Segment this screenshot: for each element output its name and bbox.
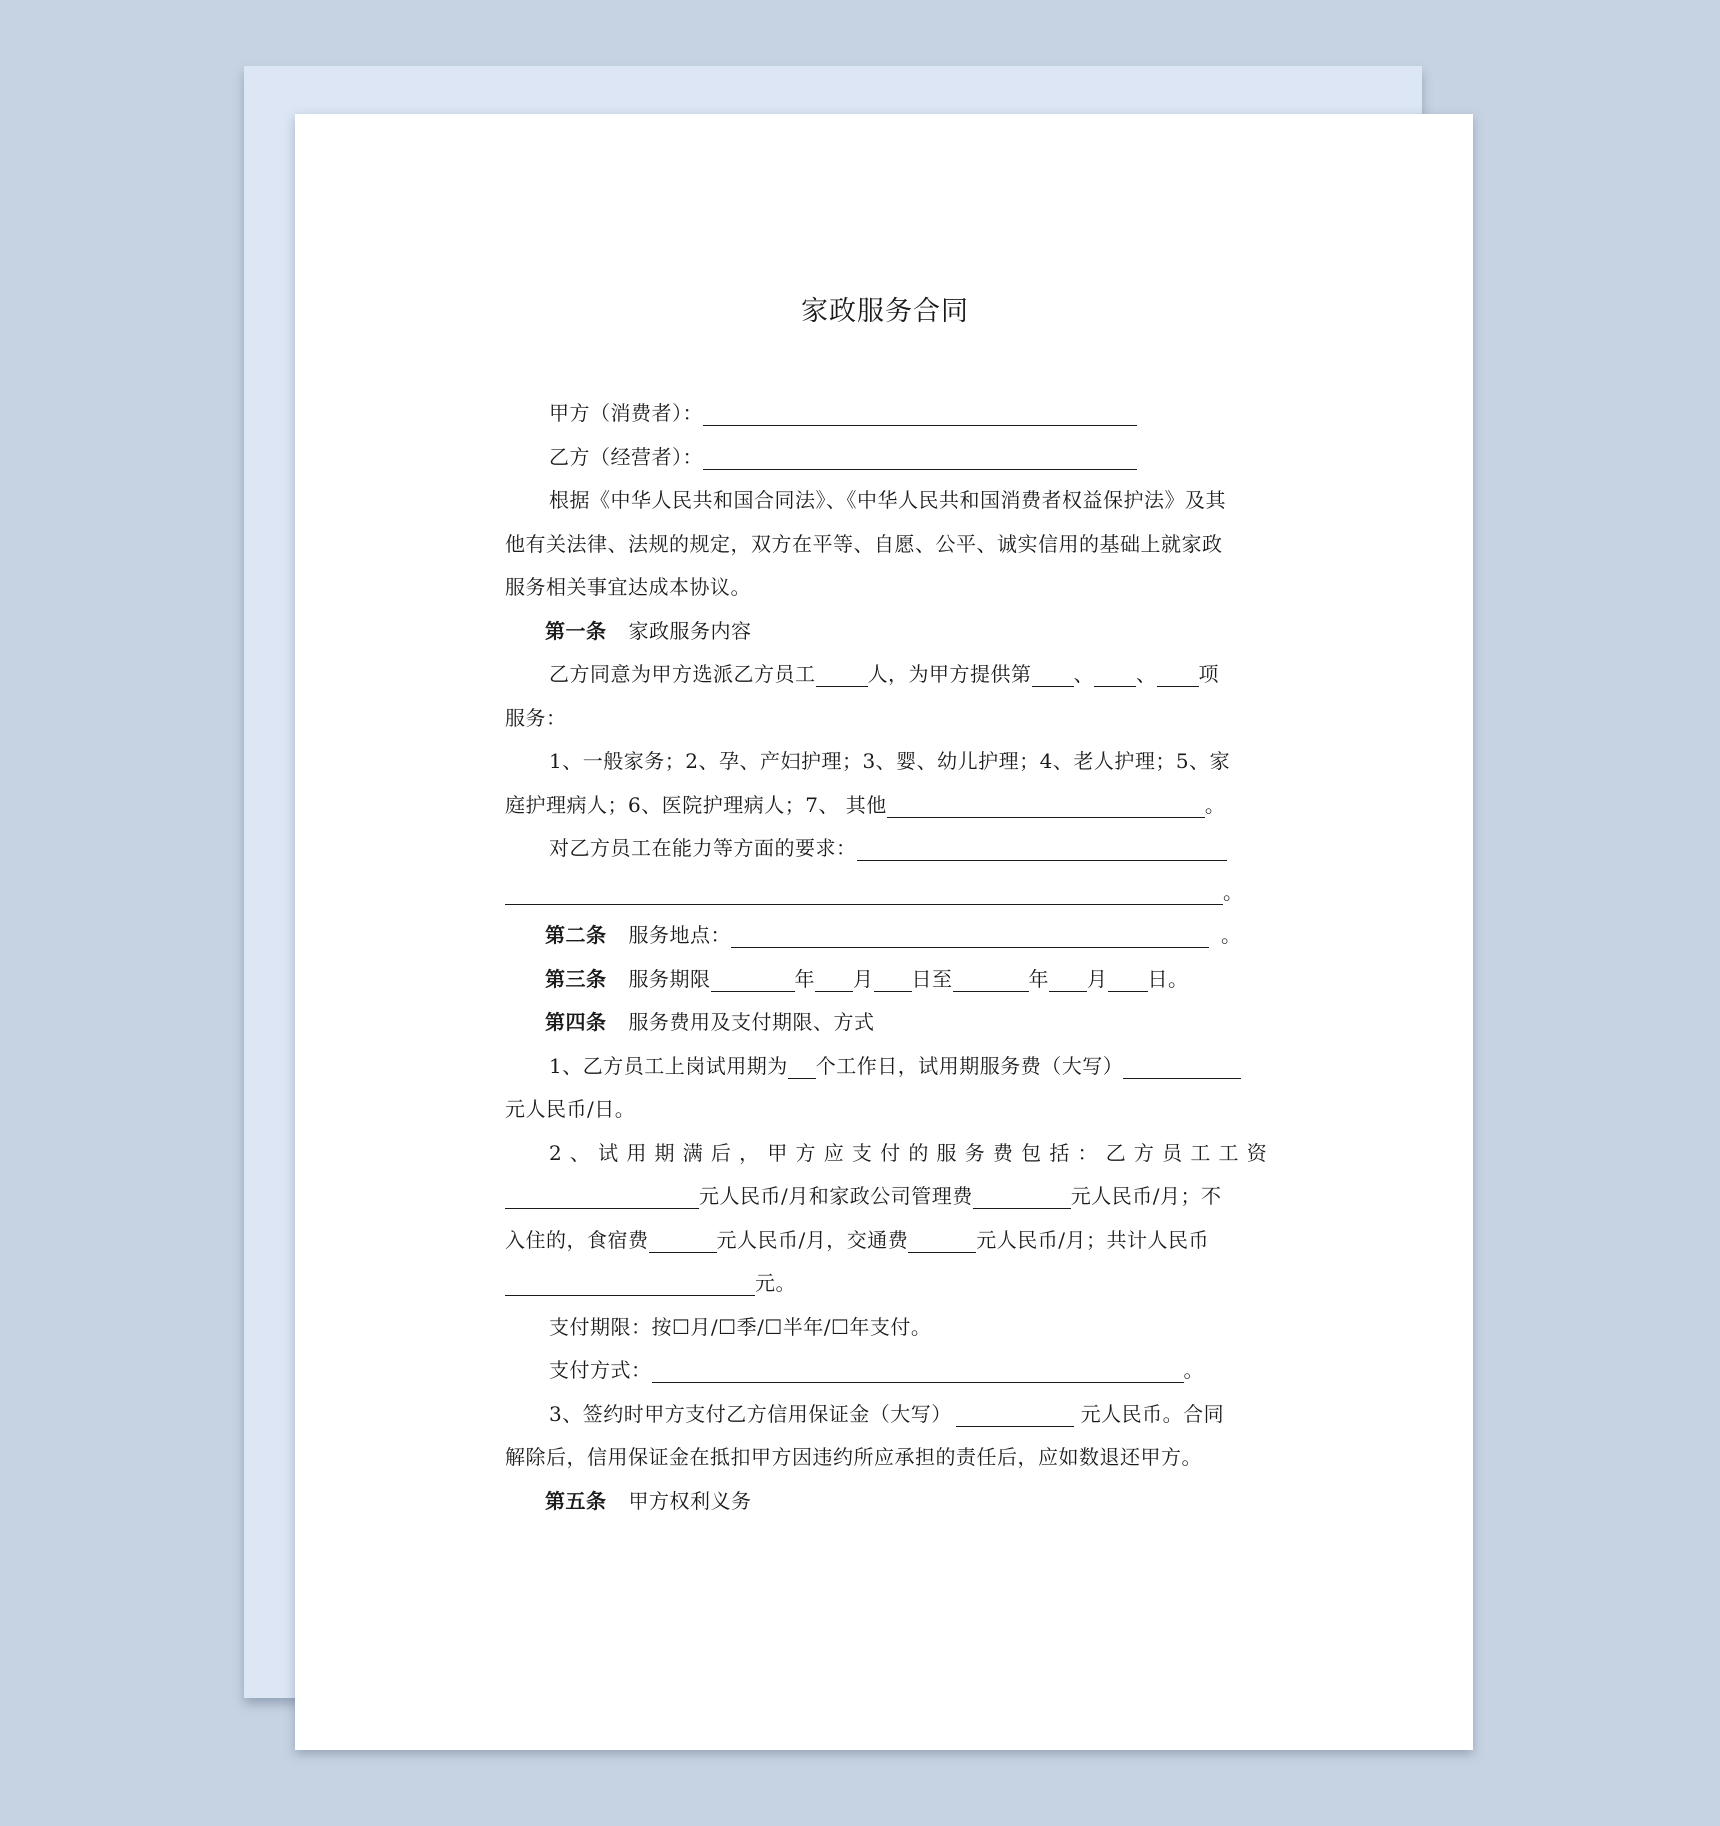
- text: 、: [1136, 662, 1157, 686]
- item-blank-2: [1094, 664, 1136, 687]
- text: 元人民币。合同: [1073, 1401, 1225, 1426]
- party-a-label: 甲方（消费者）：: [549, 401, 703, 425]
- requirements-blank-2: [505, 882, 1223, 905]
- text: 。: [1221, 923, 1242, 947]
- text: 元人民币/月；共计人民币: [976, 1227, 1209, 1252]
- text: 庭护理病人；6、医院护理病人；7、 其他: [505, 792, 887, 817]
- article-4-p2-line-2: [505, 1175, 1265, 1219]
- article-1-line-4: [505, 784, 1265, 828]
- party-a-blank: [703, 403, 1137, 426]
- text: 个工作日，试用期服务费（大写）: [815, 1053, 1124, 1078]
- end-year-blank: [953, 969, 1029, 992]
- article-3-title: 服务期限: [628, 966, 711, 991]
- article-4-p2-line-4: [505, 1262, 1265, 1306]
- text: 。: [1223, 879, 1244, 904]
- text: 1、乙方员工上岗试用期为: [549, 1053, 788, 1078]
- article-2-heading: [505, 914, 1265, 958]
- article-3-heading: [505, 958, 1265, 1002]
- item-blank-3: [1157, 664, 1199, 687]
- article-4-number: 第四条: [545, 1010, 607, 1034]
- intro-line-3: 服务相关事宜达成本协议。: [505, 575, 751, 599]
- text: 支付方式：: [549, 1358, 652, 1382]
- party-a-line: [505, 392, 1265, 436]
- text: 日。: [1147, 966, 1189, 991]
- article-4-p2-line-1: 2、试用期满后，甲方应支付的服务费包括：乙方员工工资: [549, 1140, 1275, 1165]
- management-fee-blank: [973, 1186, 1071, 1209]
- end-month-blank: [1049, 969, 1087, 992]
- intro-line-2: 他有关法律、法规的规定，双方在平等、自愿、公平、诚实信用的基础上就家政: [505, 531, 1223, 556]
- start-month-blank: [815, 969, 853, 992]
- contract-body: [505, 294, 1275, 1523]
- text: 。: [1183, 1358, 1204, 1382]
- text: 元人民币/月，交通费: [716, 1227, 909, 1252]
- article-4-p3-line-2: 解除后，信用保证金在抵扣甲方因违约所应承担的责任后，应如数退还甲方。: [505, 1445, 1202, 1469]
- other-service-blank: [887, 795, 1205, 818]
- text: 日至: [911, 966, 953, 991]
- text: 、: [1073, 662, 1094, 686]
- text: 元人民币/月；不: [1070, 1184, 1222, 1208]
- text: 年: [794, 966, 815, 991]
- article-4-p1-line-1: [505, 1045, 1265, 1089]
- article-1-line-6: [505, 871, 1265, 915]
- article-4-p2-line-3: [505, 1219, 1265, 1263]
- payment-method-line: [505, 1349, 1265, 1393]
- article-2-title: 服务地点：: [628, 923, 731, 947]
- article-4-title: 服务费用及支付期限、方式: [628, 1010, 875, 1034]
- article-1-line-3: 1、一般家务；2、孕、产妇护理；3、婴、幼儿护理；4、老人护理；5、家: [549, 749, 1231, 773]
- document-page: [295, 114, 1473, 1750]
- article-1-title: 家政服务内容: [628, 618, 752, 643]
- service-location-blank: [731, 925, 1209, 948]
- article-5-number: 第五条: [545, 1488, 607, 1513]
- article-1-line-2: 服务：: [505, 705, 567, 730]
- text: 3、签约时甲方支付乙方信用保证金（大写）: [549, 1401, 952, 1426]
- intro-line-1: 根据《中华人民共和国合同法》、《中华人民共和国消费者权益保护法》及其: [549, 488, 1226, 512]
- article-2-number: 第二条: [545, 923, 607, 947]
- party-b-line: [505, 436, 1265, 480]
- trial-days-blank: [788, 1056, 816, 1079]
- article-3-number: 第三条: [545, 966, 607, 991]
- requirements-blank-1: [857, 838, 1227, 861]
- deposit-blank: [956, 1404, 1074, 1427]
- text: 对乙方员工在能力等方面的要求：: [549, 836, 857, 860]
- text: 入住的，食宿费: [505, 1227, 649, 1252]
- payment-method-blank: [652, 1360, 1184, 1383]
- staff-count-blank: [816, 664, 868, 687]
- text: 元。: [755, 1271, 796, 1295]
- article-5-heading: [505, 1480, 1265, 1524]
- text: 项: [1198, 662, 1219, 686]
- article-1-line-1: [505, 653, 1265, 697]
- text: 元人民币/月和家政公司管理费: [699, 1184, 973, 1208]
- trial-fee-blank: [1123, 1056, 1241, 1079]
- wage-blank: [505, 1186, 699, 1209]
- text: 乙方同意为甲方选派乙方员工: [549, 662, 816, 686]
- start-day-blank: [874, 969, 912, 992]
- party-b-label: 乙方（经营者）：: [549, 444, 703, 469]
- party-b-blank: [703, 447, 1137, 470]
- article-4-heading: [505, 1001, 1265, 1045]
- start-year-blank: [711, 969, 795, 992]
- transport-fee-blank: [908, 1230, 976, 1253]
- article-1-number: 第一条: [545, 618, 607, 643]
- text: 。: [1204, 792, 1226, 817]
- article-4-p1-line-2: 元人民币/日。: [505, 1097, 636, 1121]
- article-1-line-5: [505, 827, 1265, 871]
- payment-term-line: 支付期限：按☐月/☐季/☐半年/☐年支付。: [549, 1314, 932, 1339]
- board-fee-blank: [649, 1230, 717, 1253]
- end-day-blank: [1108, 969, 1148, 992]
- article-1-heading: [505, 610, 1265, 654]
- total-fee-blank: [505, 1273, 755, 1296]
- text: 月: [853, 966, 874, 991]
- document-title: 家政服务合同: [801, 296, 969, 327]
- text: 年: [1028, 966, 1049, 991]
- text: 月: [1087, 966, 1108, 991]
- article-5-title: 甲方权利义务: [628, 1488, 752, 1513]
- article-4-p3-line-1: [505, 1393, 1265, 1437]
- item-blank-1: [1032, 664, 1074, 687]
- text: 人，为甲方提供第: [867, 662, 1032, 686]
